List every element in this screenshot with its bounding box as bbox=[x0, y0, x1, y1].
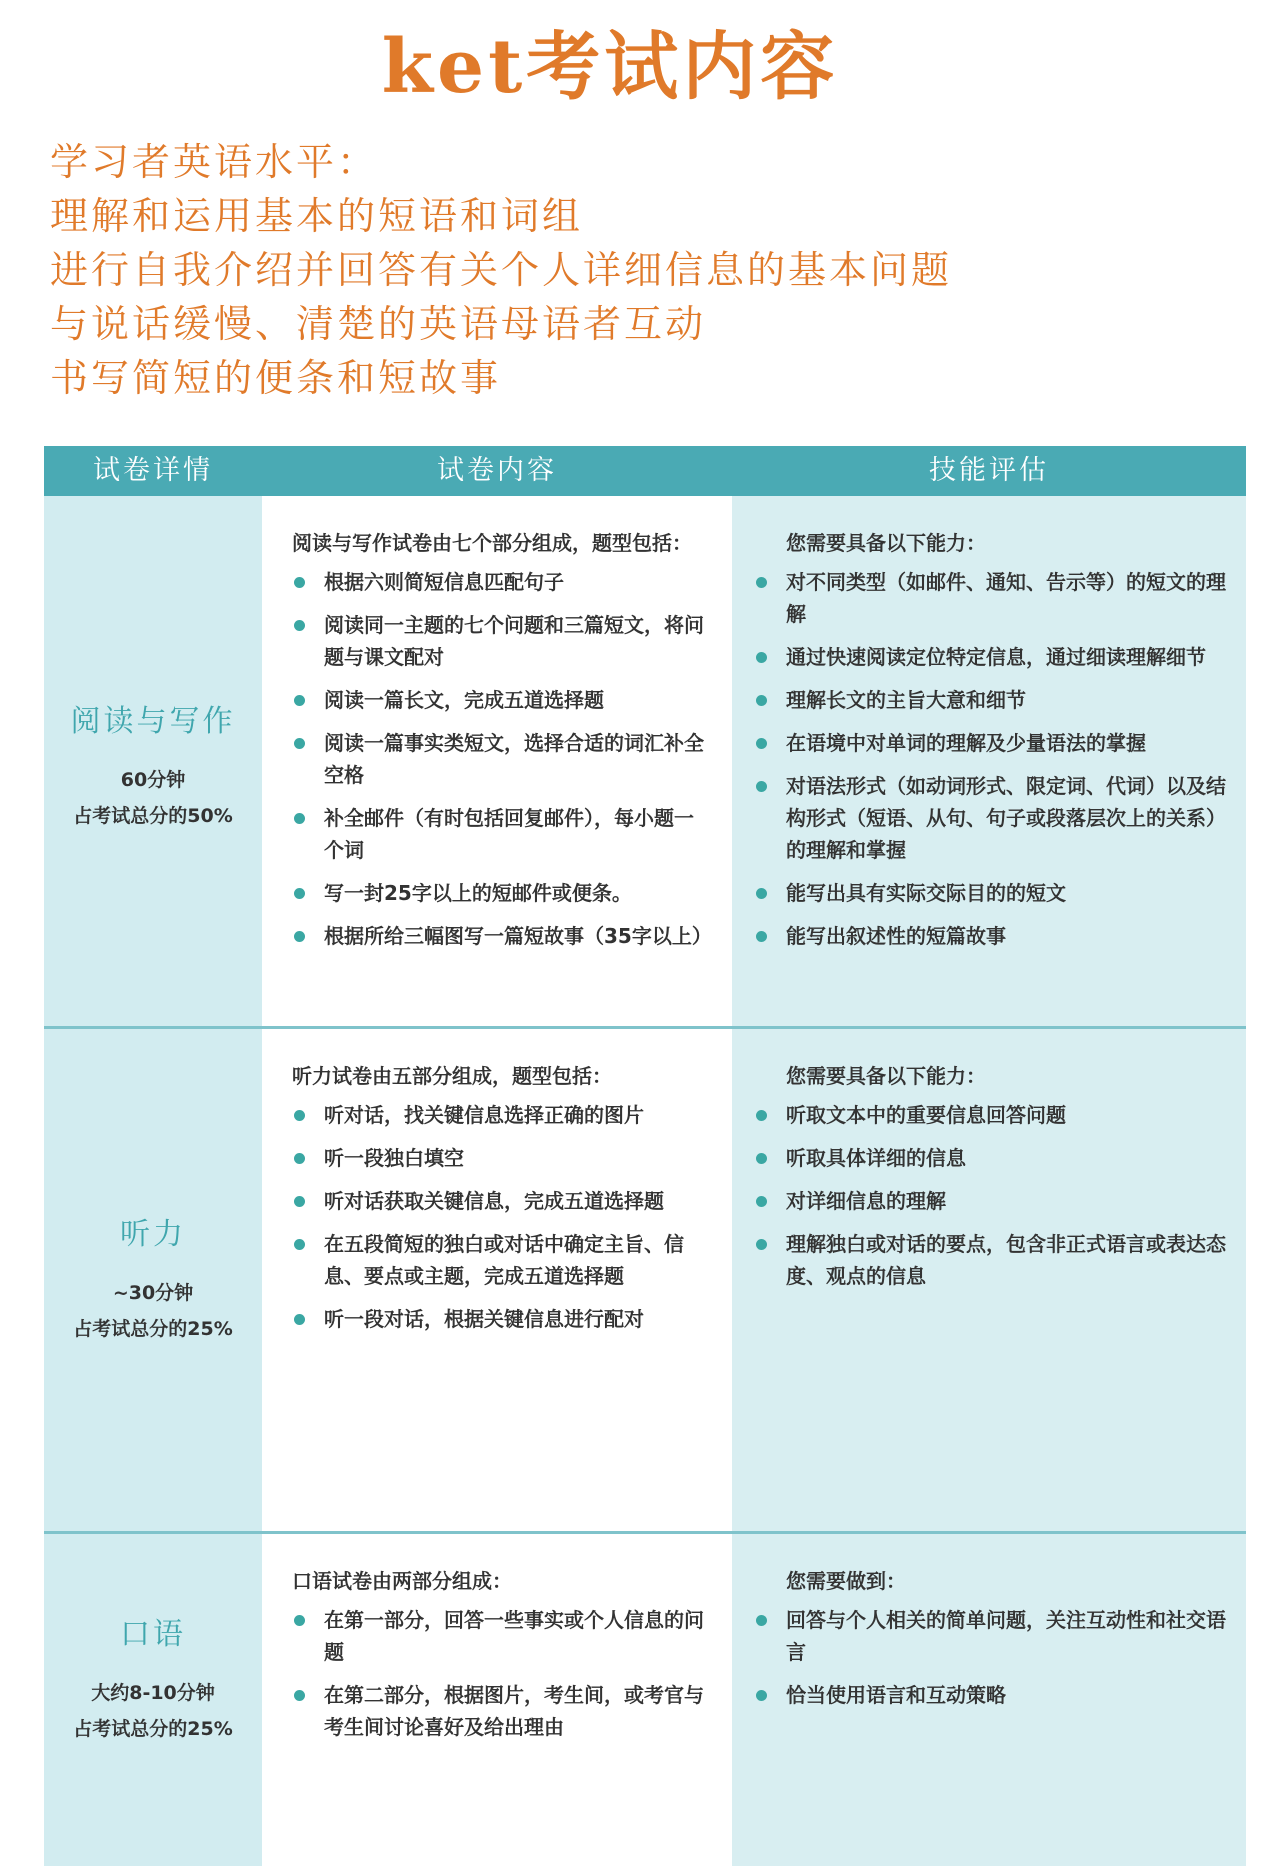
skills-list bbox=[754, 1604, 1226, 1711]
bullet-icon bbox=[294, 1153, 305, 1164]
content-lead: 口语试卷由两部分组成： bbox=[292, 1569, 512, 1593]
bullet-icon bbox=[756, 652, 767, 663]
bullet-icon bbox=[756, 931, 767, 942]
list-item: 阅读一篇长文，完成五道选择题 bbox=[292, 684, 712, 716]
section-skills-cell bbox=[732, 1029, 1246, 1534]
list-item: 回答与个人相关的简单问题，关注互动性和社交语言 bbox=[754, 1604, 1226, 1668]
section-listening bbox=[44, 1026, 1246, 1534]
list-item: 听对话，找关键信息选择正确的图片 bbox=[292, 1099, 712, 1131]
section-skills-cell bbox=[732, 1534, 1246, 1866]
section-content-cell bbox=[262, 496, 732, 1026]
section-reading-writing bbox=[44, 496, 1246, 1026]
skills-lead: 您需要具备以下能力： bbox=[786, 531, 986, 555]
bullet-icon bbox=[756, 695, 767, 706]
bullet-icon bbox=[294, 738, 305, 749]
bullet-icon bbox=[294, 1239, 305, 1250]
content-list bbox=[292, 1604, 712, 1743]
bullet-icon bbox=[756, 781, 767, 792]
intro-heading: 学习者英语水平： bbox=[50, 140, 379, 184]
list-item: 对详细信息的理解 bbox=[754, 1185, 1226, 1217]
list-item: 在第二部分，根据图片，考生间，或考官与考生间讨论喜好及给出理由 bbox=[292, 1679, 712, 1743]
section-content-cell bbox=[262, 1029, 732, 1534]
bullet-icon bbox=[756, 1196, 767, 1207]
list-item: 听一段独白填空 bbox=[292, 1142, 712, 1174]
skills-lead: 您需要具备以下能力： bbox=[786, 1064, 986, 1088]
bullet-icon bbox=[294, 931, 305, 942]
bullet-icon bbox=[294, 577, 305, 588]
bullet-icon bbox=[756, 1110, 767, 1121]
bullet-icon bbox=[294, 1196, 305, 1207]
bullet-icon bbox=[756, 1615, 767, 1626]
list-item: 听取具体详细的信息 bbox=[754, 1142, 1226, 1174]
skills-list bbox=[754, 566, 1226, 952]
list-item: 通过快速阅读定位特定信息，通过细读理解细节 bbox=[754, 641, 1226, 673]
section-name: 听力 bbox=[120, 1217, 186, 1252]
header-paper-content: 试卷内容 bbox=[437, 455, 557, 486]
list-item: 对不同类型（如邮件、通知、告示等）的短文的理解 bbox=[754, 566, 1226, 630]
bullet-icon bbox=[294, 620, 305, 631]
bullet-icon bbox=[294, 1690, 305, 1701]
bullet-icon bbox=[294, 813, 305, 824]
intro-line: 书写简短的便条和短故事 bbox=[50, 356, 502, 400]
section-weight: 占考试总分的25% bbox=[73, 1318, 233, 1340]
list-item: 对语法形式（如动词形式、限定词、代词）以及结构形式（短语、从句、句子或段落层次上的关系）的理解和掌握 bbox=[754, 770, 1226, 866]
list-item: 听取文本中的重要信息回答问题 bbox=[754, 1099, 1226, 1131]
bullet-icon bbox=[294, 1615, 305, 1626]
section-details-cell bbox=[44, 496, 262, 1026]
content-list bbox=[292, 566, 712, 952]
section-content-cell bbox=[262, 1534, 732, 1866]
list-item: 在语境中对单词的理解及少量语法的掌握 bbox=[754, 727, 1226, 759]
section-name: 阅读与写作 bbox=[70, 704, 236, 739]
section-duration: 大约8-10分钟 bbox=[91, 1682, 215, 1704]
list-item: 写一封25字以上的短邮件或便条。 bbox=[292, 877, 712, 909]
bullet-icon bbox=[756, 577, 767, 588]
list-item: 阅读一篇事实类短文，选择合适的词汇补全空格 bbox=[292, 727, 712, 791]
bullet-icon bbox=[756, 1239, 767, 1250]
list-item: 阅读同一主题的七个问题和三篇短文，将问题与课文配对 bbox=[292, 609, 712, 673]
bullet-icon bbox=[294, 1110, 305, 1121]
bullet-icon bbox=[294, 888, 305, 899]
content-lead: 听力试卷由五部分组成，题型包括： bbox=[292, 1064, 612, 1088]
list-item: 根据所给三幅图写一篇短故事（35字以上） bbox=[292, 920, 712, 952]
section-details-cell bbox=[44, 1029, 262, 1534]
intro-line: 理解和运用基本的短语和词组 bbox=[50, 194, 584, 238]
list-item: 听对话获取关键信息，完成五道选择题 bbox=[292, 1185, 712, 1217]
list-item: 理解长文的主旨大意和细节 bbox=[754, 684, 1226, 716]
section-speaking bbox=[44, 1531, 1246, 1866]
bullet-icon bbox=[294, 695, 305, 706]
section-name: 口语 bbox=[120, 1617, 186, 1652]
list-item: 能写出具有实际交际目的的短文 bbox=[754, 877, 1226, 909]
list-item: 能写出叙述性的短篇故事 bbox=[754, 920, 1226, 952]
bullet-icon bbox=[294, 1314, 305, 1325]
table-header bbox=[44, 446, 1246, 496]
header-paper-details: 试卷详情 bbox=[93, 455, 213, 486]
section-duration: ~30分钟 bbox=[112, 1282, 194, 1304]
section-duration: 60分钟 bbox=[120, 769, 186, 791]
section-skills-cell bbox=[732, 496, 1246, 1026]
section-weight: 占考试总分的50% bbox=[73, 805, 233, 827]
header-skills-assessment: 技能评估 bbox=[929, 455, 1049, 486]
bullet-icon bbox=[756, 888, 767, 899]
intro-line: 进行自我介绍并回答有关个人详细信息的基本问题 bbox=[50, 248, 953, 292]
bullet-icon bbox=[756, 738, 767, 749]
content-lead: 阅读与写作试卷由七个部分组成，题型包括： bbox=[292, 531, 692, 555]
list-item: 理解独白或对话的要点，包含非正式语言或表达态度、观点的信息 bbox=[754, 1228, 1226, 1292]
bullet-icon bbox=[756, 1690, 767, 1701]
list-item: 在第一部分，回答一些事实或个人信息的问题 bbox=[292, 1604, 712, 1668]
section-details-cell bbox=[44, 1534, 262, 1866]
skills-list bbox=[754, 1099, 1226, 1292]
list-item: 根据六则简短信息匹配句子 bbox=[292, 566, 712, 598]
content-list bbox=[292, 1099, 712, 1335]
section-weight: 占考试总分的25% bbox=[73, 1718, 233, 1740]
page-title: ket考试内容 bbox=[381, 24, 839, 110]
skills-lead: 您需要做到： bbox=[786, 1569, 906, 1593]
bullet-icon bbox=[756, 1153, 767, 1164]
list-item: 在五段简短的独白或对话中确定主旨、信息、要点或主题，完成五道选择题 bbox=[292, 1228, 712, 1292]
learner-level-intro bbox=[50, 135, 1200, 405]
list-item: 听一段对话，根据关键信息进行配对 bbox=[292, 1303, 712, 1335]
list-item: 补全邮件（有时包括回复邮件），每小题一个词 bbox=[292, 802, 712, 866]
exam-content-table bbox=[44, 446, 1246, 1863]
list-item: 恰当使用语言和互动策略 bbox=[754, 1679, 1226, 1711]
intro-line: 与说话缓慢、清楚的英语母语者互动 bbox=[50, 302, 707, 346]
